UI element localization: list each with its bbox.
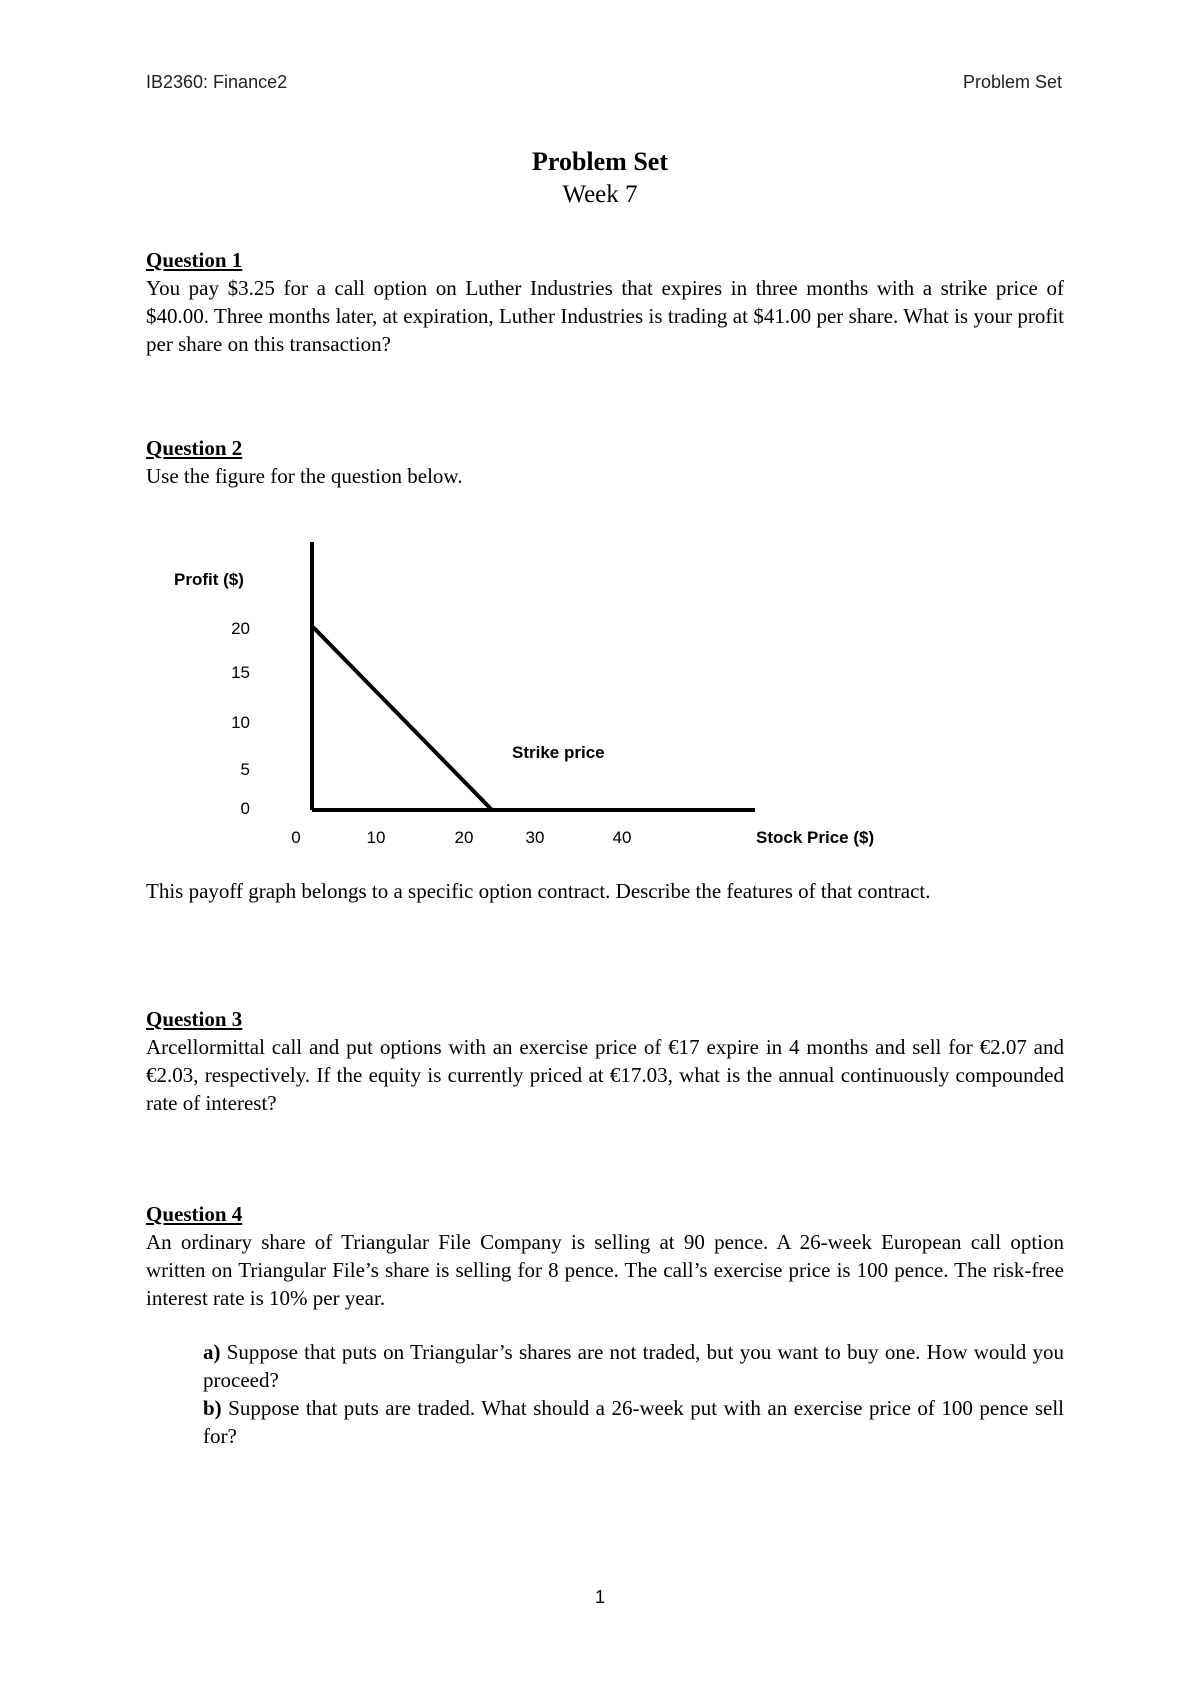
question-3-text: Arcellormittal call and put options with an exercise price of €17 expire in 4 months and sell for €2.07 and €2.03, respectively. If the equity is currently priced at €17.03, what is the annual continuously compounded rate of interest? — [146, 1035, 1064, 1115]
question-2-intro: Use the figure for the question below. — [146, 464, 463, 488]
y-tick-label: 0 — [240, 799, 250, 818]
strike-price-annotation: Strike price — [512, 743, 605, 762]
y-tick-label: 20 — [231, 619, 250, 638]
question-2 — [146, 434, 1064, 490]
question-2-heading: Question 2 — [146, 436, 243, 460]
question-4-part-a — [203, 1338, 1064, 1394]
question-4-text: An ordinary share of Triangular File Company is selling at 90 pence. A 26-week European call option written on Triangular File’s share is selling for 8 pence. The call’s exercise price is 100 pence. The risk-free interest rate is 10% per year. — [146, 1230, 1064, 1310]
y-tick-label: 15 — [231, 663, 250, 682]
page-subtitle: Week 7 — [562, 181, 638, 208]
x-tick-label: 20 — [454, 828, 474, 847]
part-b-text: Suppose that puts are traded. What should a 26-week put with an exercise price of 100 pence sell for? — [203, 1396, 1064, 1448]
part-a-text: Suppose that puts on Triangular’s shares are not traded, but you want to buy one. How would you proceed? — [203, 1340, 1064, 1392]
x-tick-label: 0 — [291, 828, 301, 847]
question-1-text: You pay $3.25 for a call option on Luther Industries that expires in three months with a strike price of $40.00. Three months later, at expiration, Luther Industries is trading at $41.00 per share. What is your profit per share on this transaction? — [146, 276, 1064, 356]
y-tick-label: 5 — [240, 760, 250, 779]
question-3-heading: Question 3 — [146, 1007, 243, 1031]
page-number: 1 — [594, 1587, 605, 1607]
x-tick-label: 40 — [612, 828, 632, 847]
part-b-label: b) — [203, 1396, 222, 1420]
y-tick-label: 10 — [231, 713, 250, 732]
part-a-label: a) — [203, 1340, 221, 1364]
x-tick-label: 10 — [366, 828, 386, 847]
question-4-part-b — [203, 1394, 1064, 1450]
question-4 — [146, 1200, 1064, 1450]
x-tick-label: 30 — [525, 828, 545, 847]
question-4-heading: Question 4 — [146, 1202, 243, 1226]
running-header-title: Problem Set — [962, 72, 1062, 92]
x-axis-label: Stock Price ($) — [756, 828, 875, 847]
payoff-chart — [150, 520, 910, 870]
running-header-course: IB2360: Finance2 — [146, 72, 288, 92]
payoff-line-0 — [312, 626, 713, 810]
title-block — [0, 146, 1200, 212]
question-1-heading: Question 1 — [146, 248, 243, 272]
question-2-prompt — [146, 877, 1064, 905]
question-1 — [146, 246, 1064, 358]
page-title: Problem Set — [532, 147, 668, 176]
question-2-after: This payoff graph belongs to a specific option contract. Describe the features of that contract. — [146, 879, 931, 903]
y-axis-label: Profit ($) — [174, 570, 244, 589]
question-3 — [146, 1005, 1064, 1117]
